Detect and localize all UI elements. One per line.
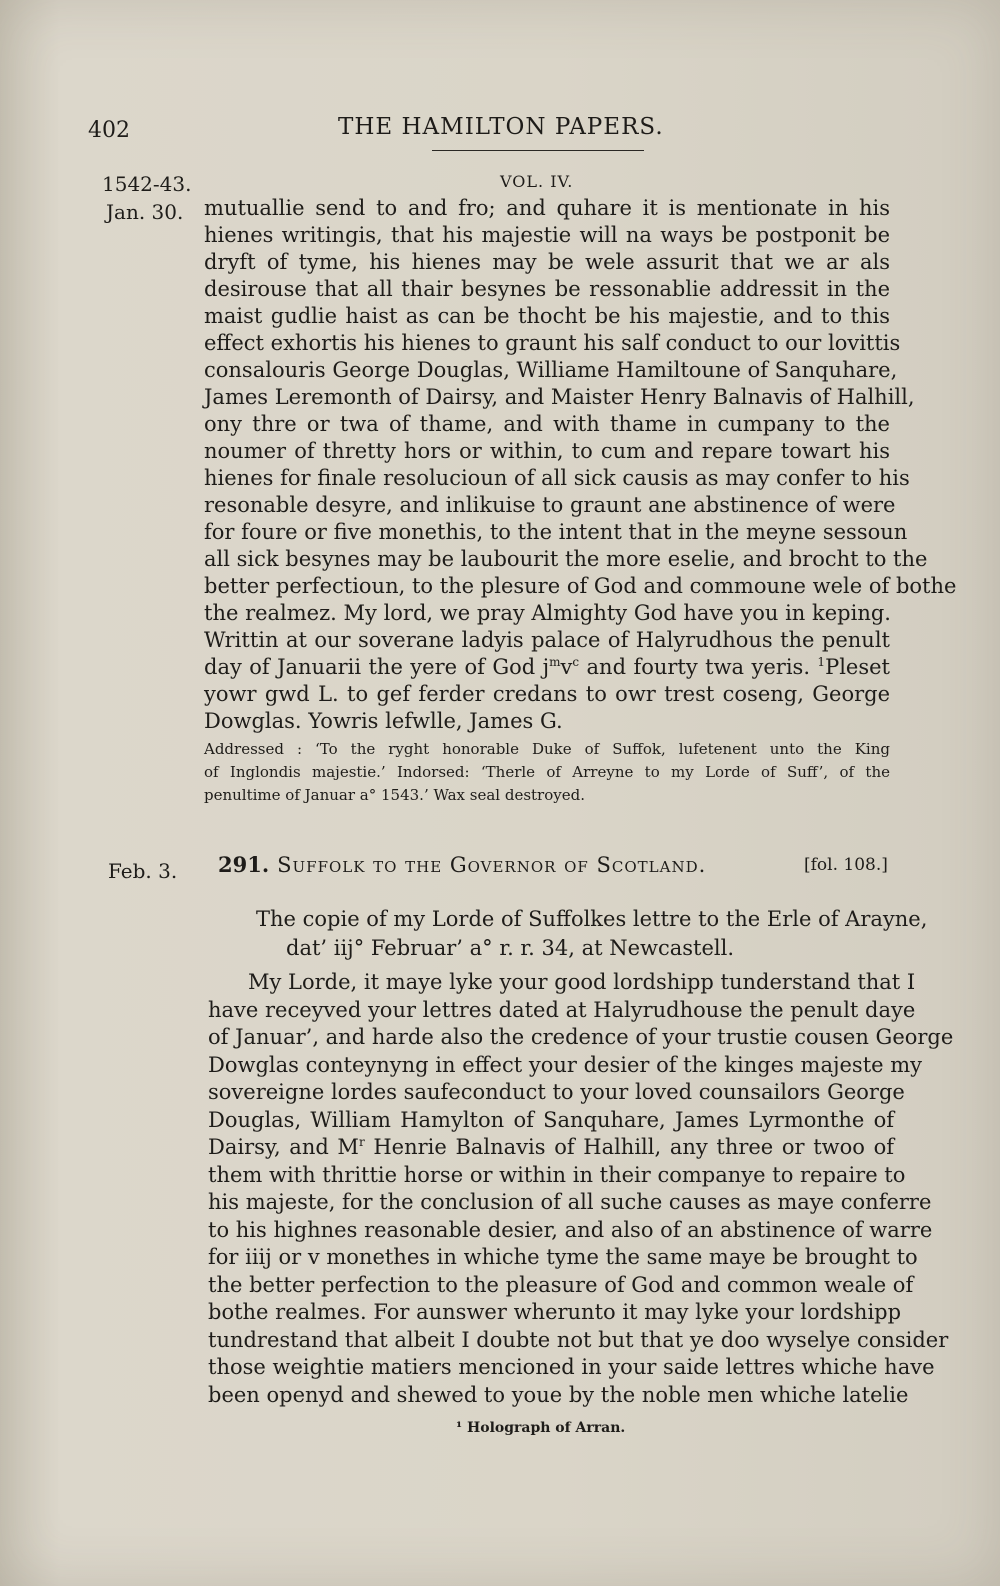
year-margin: 1542-43. [102, 172, 192, 196]
text-line: to his highnes reasonable desier, and also of an abstinence of warre [208, 1217, 933, 1242]
text-line: the realmez. My lord, we pray Almighty God have you in keping. [204, 601, 891, 625]
text-line: ony thre or twa of thame, and with thame in cumpany to the [204, 412, 890, 436]
text-line: of Januar’, and harde also the credence of your trustie cousen George [208, 1025, 954, 1049]
superscript: r [358, 1135, 365, 1149]
copy-heading-line: The copie of my Lorde of Suffolkes lettre to the Erle of Arayne, [256, 907, 928, 931]
text-line: been openyd and shewed to youe by the noble men whiche latelie [208, 1382, 909, 1407]
text-line: for iiij or v monethes in whiche tyme the same maye be brought to [208, 1245, 918, 1269]
text-line: sovereigne lordes saufeconduct to your loved counsailors George [208, 1080, 905, 1104]
text-segment: v [560, 655, 573, 679]
text-line: consalouris George Douglas, Williame Hamiltoune of Sanquhare, [204, 358, 898, 382]
text-line: better perfectioun, to the plesure of God and commoune wele of bothe [204, 574, 957, 598]
text-line: mutuallie send to and fro; and quhare it is mentionate in his [204, 196, 890, 220]
header-rule [432, 150, 644, 151]
copy-heading-line: dat’ iij° Februar’ a° r. r. 34, at Newcastell. [286, 936, 735, 960]
text-line: tundrestand that albeit I doubte not but that ye doo wyselye consider [208, 1327, 949, 1352]
text-line: Dowglas. Yowris lefwlle, James G. [204, 709, 563, 733]
entry2-body [208, 969, 954, 1409]
text-segment: Pleset [825, 655, 890, 679]
superscript: c [572, 655, 580, 669]
entry2-date: Feb. 3. [108, 859, 178, 883]
text-line-date [204, 654, 890, 681]
folio-reference: [fol. 108.] [804, 855, 888, 875]
text-line: for foure or five monethis, to the intent that in the meyne sessoun [204, 520, 908, 544]
running-title: THE HAMILTON PAPERS. [338, 114, 664, 140]
text-line: Douglas, William Hamylton of Sanquhare, James Lyrmonthe of [208, 1107, 894, 1132]
document-heading [218, 852, 706, 877]
text-line-mr [208, 1134, 894, 1162]
volume-label: VOL. IV. [500, 172, 574, 191]
text-line: dryft of tyme, his hienes may be wele assurit that we ar als [204, 250, 890, 274]
superscript: m [549, 655, 561, 669]
text-line: yowr gwd L. to gef ferder credans to owr trest coseng, George [204, 682, 890, 706]
entry1-date: Jan. 30. [106, 200, 184, 224]
address-note [204, 738, 890, 807]
text-line: all sick besynes may be laubourit the more eselie, and brocht to the [204, 547, 928, 571]
text-segment: day of Januarii the yere of God j [204, 655, 550, 679]
text-line: Dowglas conteynyng in effect your desier of the kinges majeste my [208, 1052, 923, 1077]
text-line: have receyved your lettres dated at Halyrudhouse the penult daye [208, 997, 916, 1022]
text-line: My Lorde, it maye lyke your good lordshipp tunderstand that I [248, 970, 916, 994]
entry1-body [204, 195, 957, 735]
text-line: his majeste, for the conclusion of all suche causes as maye conferre [208, 1190, 932, 1214]
text-segment: and fourty twa yeris. [579, 655, 818, 679]
text-line: them with thrittie horse or within in their companye to repaire to [208, 1162, 906, 1187]
text-line: the better perfection to the pleasure of God and common weale of [208, 1272, 914, 1297]
text-line: James Leremonth of Dairsy, and Maister Henry Balnavis of Halhill, [204, 385, 915, 409]
text-line: desirouse that all thair besynes be ressonablie addressit in the [204, 277, 890, 301]
text-segment: Henrie Balnavis of Halhill, any three or twoo of [364, 1135, 894, 1159]
copy-heading [256, 905, 927, 963]
text-segment: Dairsy, and M [208, 1135, 359, 1159]
note-line: penultime of Januar a° 1543.’ Wax seal destroyed. [204, 786, 585, 804]
document-number: 291. [218, 852, 270, 877]
text-line: noumer of thretty hors or within, to cum and repare towart his [204, 439, 890, 463]
footnote: ¹ Holograph of Arran. [456, 1420, 626, 1436]
text-line: resonable desyre, and inlikuise to graunt ane abstinence of were [204, 493, 896, 517]
text-line: hienes writingis, that his majestie will na ways be postponit be [204, 223, 890, 247]
text-line: maist gudlie haist as can be thocht be his majestie, and to this [204, 304, 890, 328]
note-line: of Inglondis majestie.’ Indorsed: ‘Therle of Arreyne to my Lorde of Suff’, of the [204, 763, 890, 781]
footnote-marker: 1 [817, 655, 826, 669]
text-line: hienes for finale resolucioun of all sick causis as may confer to his [204, 466, 910, 490]
page-number: 402 [88, 118, 130, 143]
text-line: those weightie matiers mencioned in your saide lettres whiche have [208, 1355, 935, 1379]
text-line: Writtin at our soverane ladyis palace of Halyrudhous the penult [204, 628, 890, 652]
text-line: effect exhortis his hienes to graunt his salf conduct to our lovittis [204, 331, 901, 355]
text-line: bothe realmes. For aunswer wherunto it may lyke your lordshipp [208, 1300, 902, 1324]
note-line: Addressed : ‘To the ryght honorable Duke of Suffok, lufetenent unto the King [204, 740, 890, 758]
document-title: Suffolk to the Governor of Scotland. [277, 853, 707, 877]
